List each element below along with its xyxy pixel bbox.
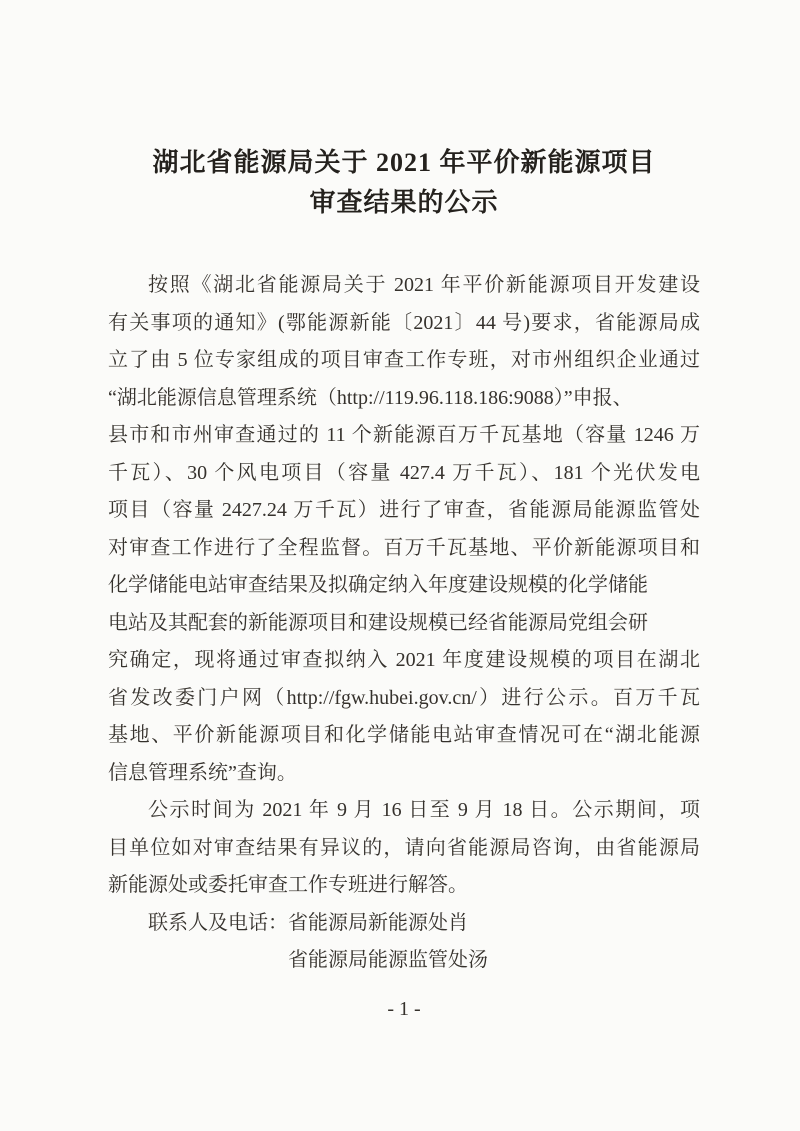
body-line: 目单位如对审查结果有异议的，请向省能源局咨询，由省能源局 — [108, 836, 700, 859]
body-line: 电站及其配套的新能源项目和建设规模已经省能源局党组会研 — [108, 611, 648, 634]
body-line: 新能源处或委托审查工作专班进行解答。 — [108, 874, 468, 896]
body-line: 对审查工作进行了全程监督。百万千瓦基地、平价新能源项目和 — [108, 536, 700, 559]
contact-line-2: 省能源局能源监管处汤 — [288, 949, 488, 971]
body-line: 公示时间为 2021 年 9 月 16 日至 9 月 18 日。公示期间，项 — [148, 799, 700, 821]
body-line: 信息管理系统”查询。 — [108, 761, 297, 784]
body-line: 化学储能电站审查结果及拟确定纳入年度建设规模的化学储能 — [108, 574, 648, 596]
body-line-with-url: 省发改委门户网（http://fgw.hubei.gov.cn/）进行公示。百万千瓦 — [108, 686, 700, 709]
body-line: 项目（容量 2427.24 万千瓦）进行了审查，省能源局能源监管处 — [108, 499, 700, 521]
body-line: 有关事项的通知》(鄂能源新能〔2021〕44 号)要求，省能源局成 — [108, 311, 700, 334]
body-line: 基地、平价新能源项目和化学储能电站审查情况可在“湖北能源 — [108, 724, 700, 746]
body-line: 究确定，现将通过审查拟纳入 2021 年度建设规模的项目在湖北 — [108, 649, 700, 671]
document-title — [108, 143, 700, 223]
body-line: 千瓦）、30 个风电项目（容量 427.4 万千瓦）、181 个光伏发电 — [108, 461, 700, 484]
title-line-2: 审查结果的公示 — [309, 188, 499, 217]
contact-line-1: 联系人及电话：省能源局新能源处肖 — [148, 911, 468, 934]
title-line-1: 湖北省能源局关于 2021 年平价新能源项目 — [152, 148, 656, 177]
body-line: 按照《湖北省能源局关于 2021 年平价新能源项目开发建设 — [148, 274, 700, 296]
document-body — [108, 267, 700, 980]
body-line-with-url: “湖北能源信息管理系统（http://119.96.118.186:9088）”申报、 — [108, 386, 633, 409]
body-line: 立了由 5 位专家组成的项目审查工作专班，对市州组织企业通过 — [108, 349, 700, 371]
body-line: 县市和市州审查通过的 11 个新能源百万千瓦基地（容量 1246 万 — [108, 424, 700, 446]
page-number: - 1 - — [387, 997, 421, 1020]
